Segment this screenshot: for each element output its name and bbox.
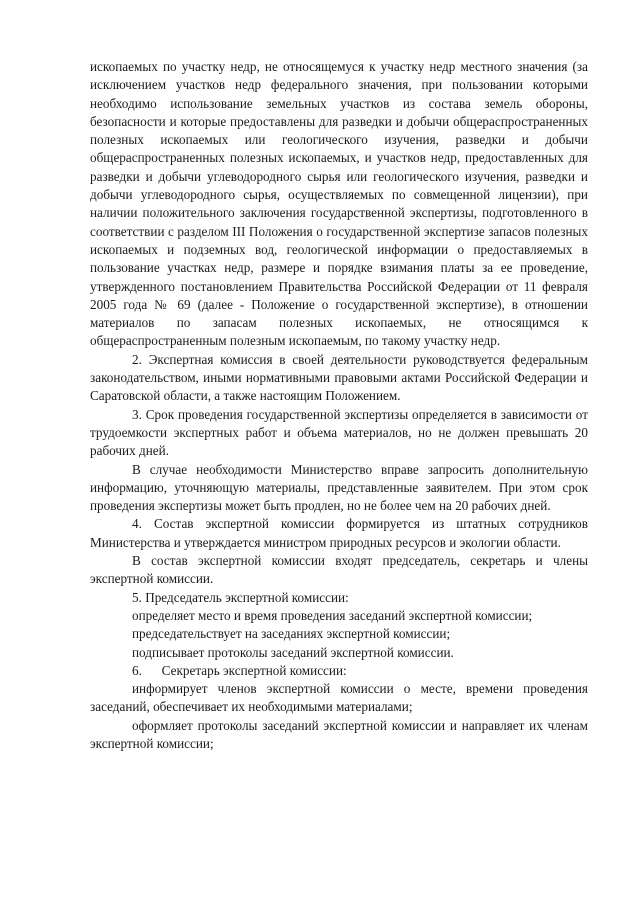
paragraph-continuation: ископаемых по участку недр, не относящемуся к участку недр местного значения (за исключением участков недр федерального значения, при пользовании которыми необходимо использование земельных участков из состава земель обороны, безопасности и которые предоставлены для разведки и добычи общераспространенных полезных ископаемых или геологического изучения, разведки и добычи общераспространенных полезных ископаемых, и участков недр, предоставленных для разведки и добычи углеводородного сырья или геологического изучения, разведки и добычи углеводородного сырья, осуществляемых по совмещенной лицензии), при наличии положительного заключения государственной экспертизы, подготовленного в соответствии с разделом III Положения о государственной экспертизе запасов полезных ископаемых и подземных вод, геологической информации о предоставляемых в пользование участках недр, размере и порядке взимания платы за ее проведение, утвержденного постановлением Правительства Российской Федерации от 11 февраля 2005 года № 69 (далее - Положение о государственной экспертизе), в отношении материалов по запасам полезных ископаемых, не относящимся к общераспространенным полезным ископаемым, по такому участку недр. (90, 59, 588, 349)
paragraph-item-4: 4. Состав экспертной комиссии формируется из штатных сотрудников Министерства и утверждается министром природных ресурсов и экологии области. (90, 516, 588, 550)
paragraph-chair-duty-2: председательствует на заседаниях экспертной комиссии; (132, 626, 451, 642)
paragraph-chair-duty-3: подписывает протоколы заседаний экспертной комиссии. (132, 644, 454, 660)
paragraph-commission-composition: В состав экспертной комиссии входят председатель, секретарь и члены экспертной комиссии. (90, 553, 588, 587)
paragraph-chair-duty-1: определяет место и время проведения заседаний экспертной комиссии; (132, 607, 533, 623)
paragraph-item-6: 6. Секретарь экспертной комиссии: (132, 662, 347, 678)
paragraph-secretary-duty-1: информирует членов экспертной комиссии о месте, времени проведения заседаний, обеспечивает их необходимыми материалами; (90, 681, 588, 715)
document-body (90, 58, 588, 753)
paragraph-item-2: 2. Экспертная комиссия в своей деятельности руководствуется федеральным законодательством, иными нормативными правовыми актами Российской Федерации и Саратовской области, а также настоящим Положением. (90, 351, 588, 404)
paragraph-item-3: 3. Срок проведения государственной экспертизы определяется в зависимости от трудоемкости экспертных работ и объема материалов, но не должен превышать 20 рабочих дней. (90, 406, 588, 459)
paragraph-secretary-duty-2: оформляет протоколы заседаний экспертной комиссии и направляет их членам экспертной комиссии; (90, 717, 588, 751)
paragraph-item-3-extension: В случае необходимости Министерство вправе запросить дополнительную информацию, уточняющую материалы, представленные заявителем. При этом срок проведения экспертизы может быть продлен, но не более чем на 20 рабочих дней. (90, 461, 588, 514)
paragraph-item-5: 5. Председатель экспертной комиссии: (132, 589, 349, 605)
